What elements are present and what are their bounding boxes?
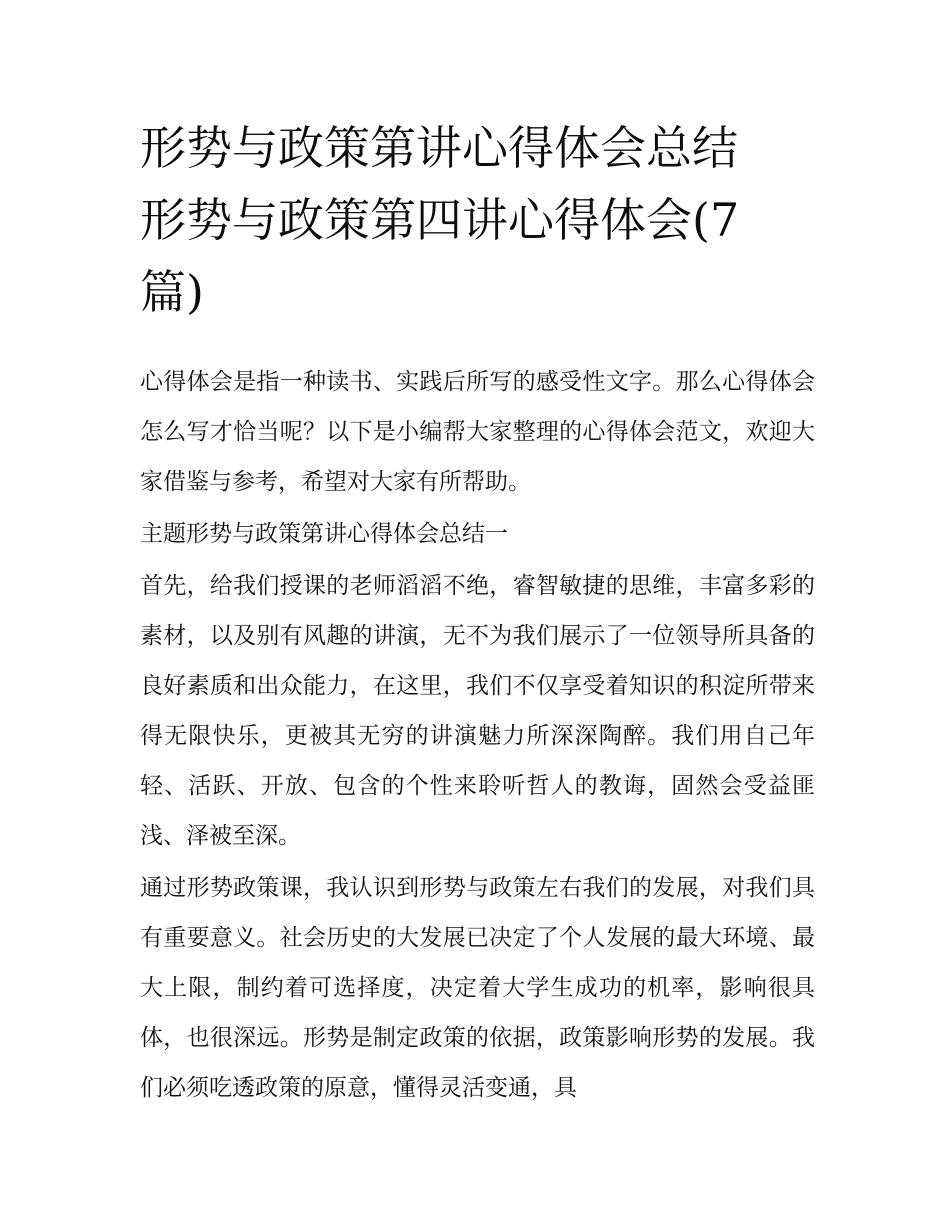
body-paragraph-1: 首先，给我们授课的老师滔滔不绝，睿智敏捷的思维，丰富多彩的素材，以及别有风趣的讲演，无不为我们展示了一位领导所具备的良好素质和出众能力，在这里，我们不仅享受着知识的积淀所带来得无限快乐，更被其无穷的讲演魅力所深深陶醉。我们用自己年轻、活跃、开放、包含的个性来聆听哲人的教诲，固然会受益匪浅、泽被至深。 xyxy=(140,573,815,849)
document-title xyxy=(140,112,815,328)
document-page xyxy=(140,112,815,1113)
section-heading: 主题形势与政策第讲心得体会总结一 xyxy=(140,521,508,547)
title-line-3: 篇) xyxy=(140,265,204,319)
title-line-2: 形势与政策第四讲心得体会(7 xyxy=(140,193,740,247)
document-body xyxy=(140,357,815,1113)
title-line-1: 形势与政策第讲心得体会总结 xyxy=(140,121,738,175)
body-paragraph-2: 通过形势政策课，我认识到形势与政策左右我们的发展，对我们具有重要意义。社会历史的大发展已决定了个人发展的最大环境、最大上限，制约着可选择度，决定着大学生成功的机率，影响很具体，也很深远。形势是制定政策的依据，政策影响形势的发展。我们必须吃透政策的原意，懂得灵活变通，具 xyxy=(140,875,815,1101)
intro-paragraph: 心得体会是指一种读书、实践后所写的感受性文字。那么心得体会怎么写才恰当呢？以下是小编帮大家整理的心得体会范文，欢迎大家借鉴与参考，希望对大家有所帮助。 xyxy=(140,369,815,495)
